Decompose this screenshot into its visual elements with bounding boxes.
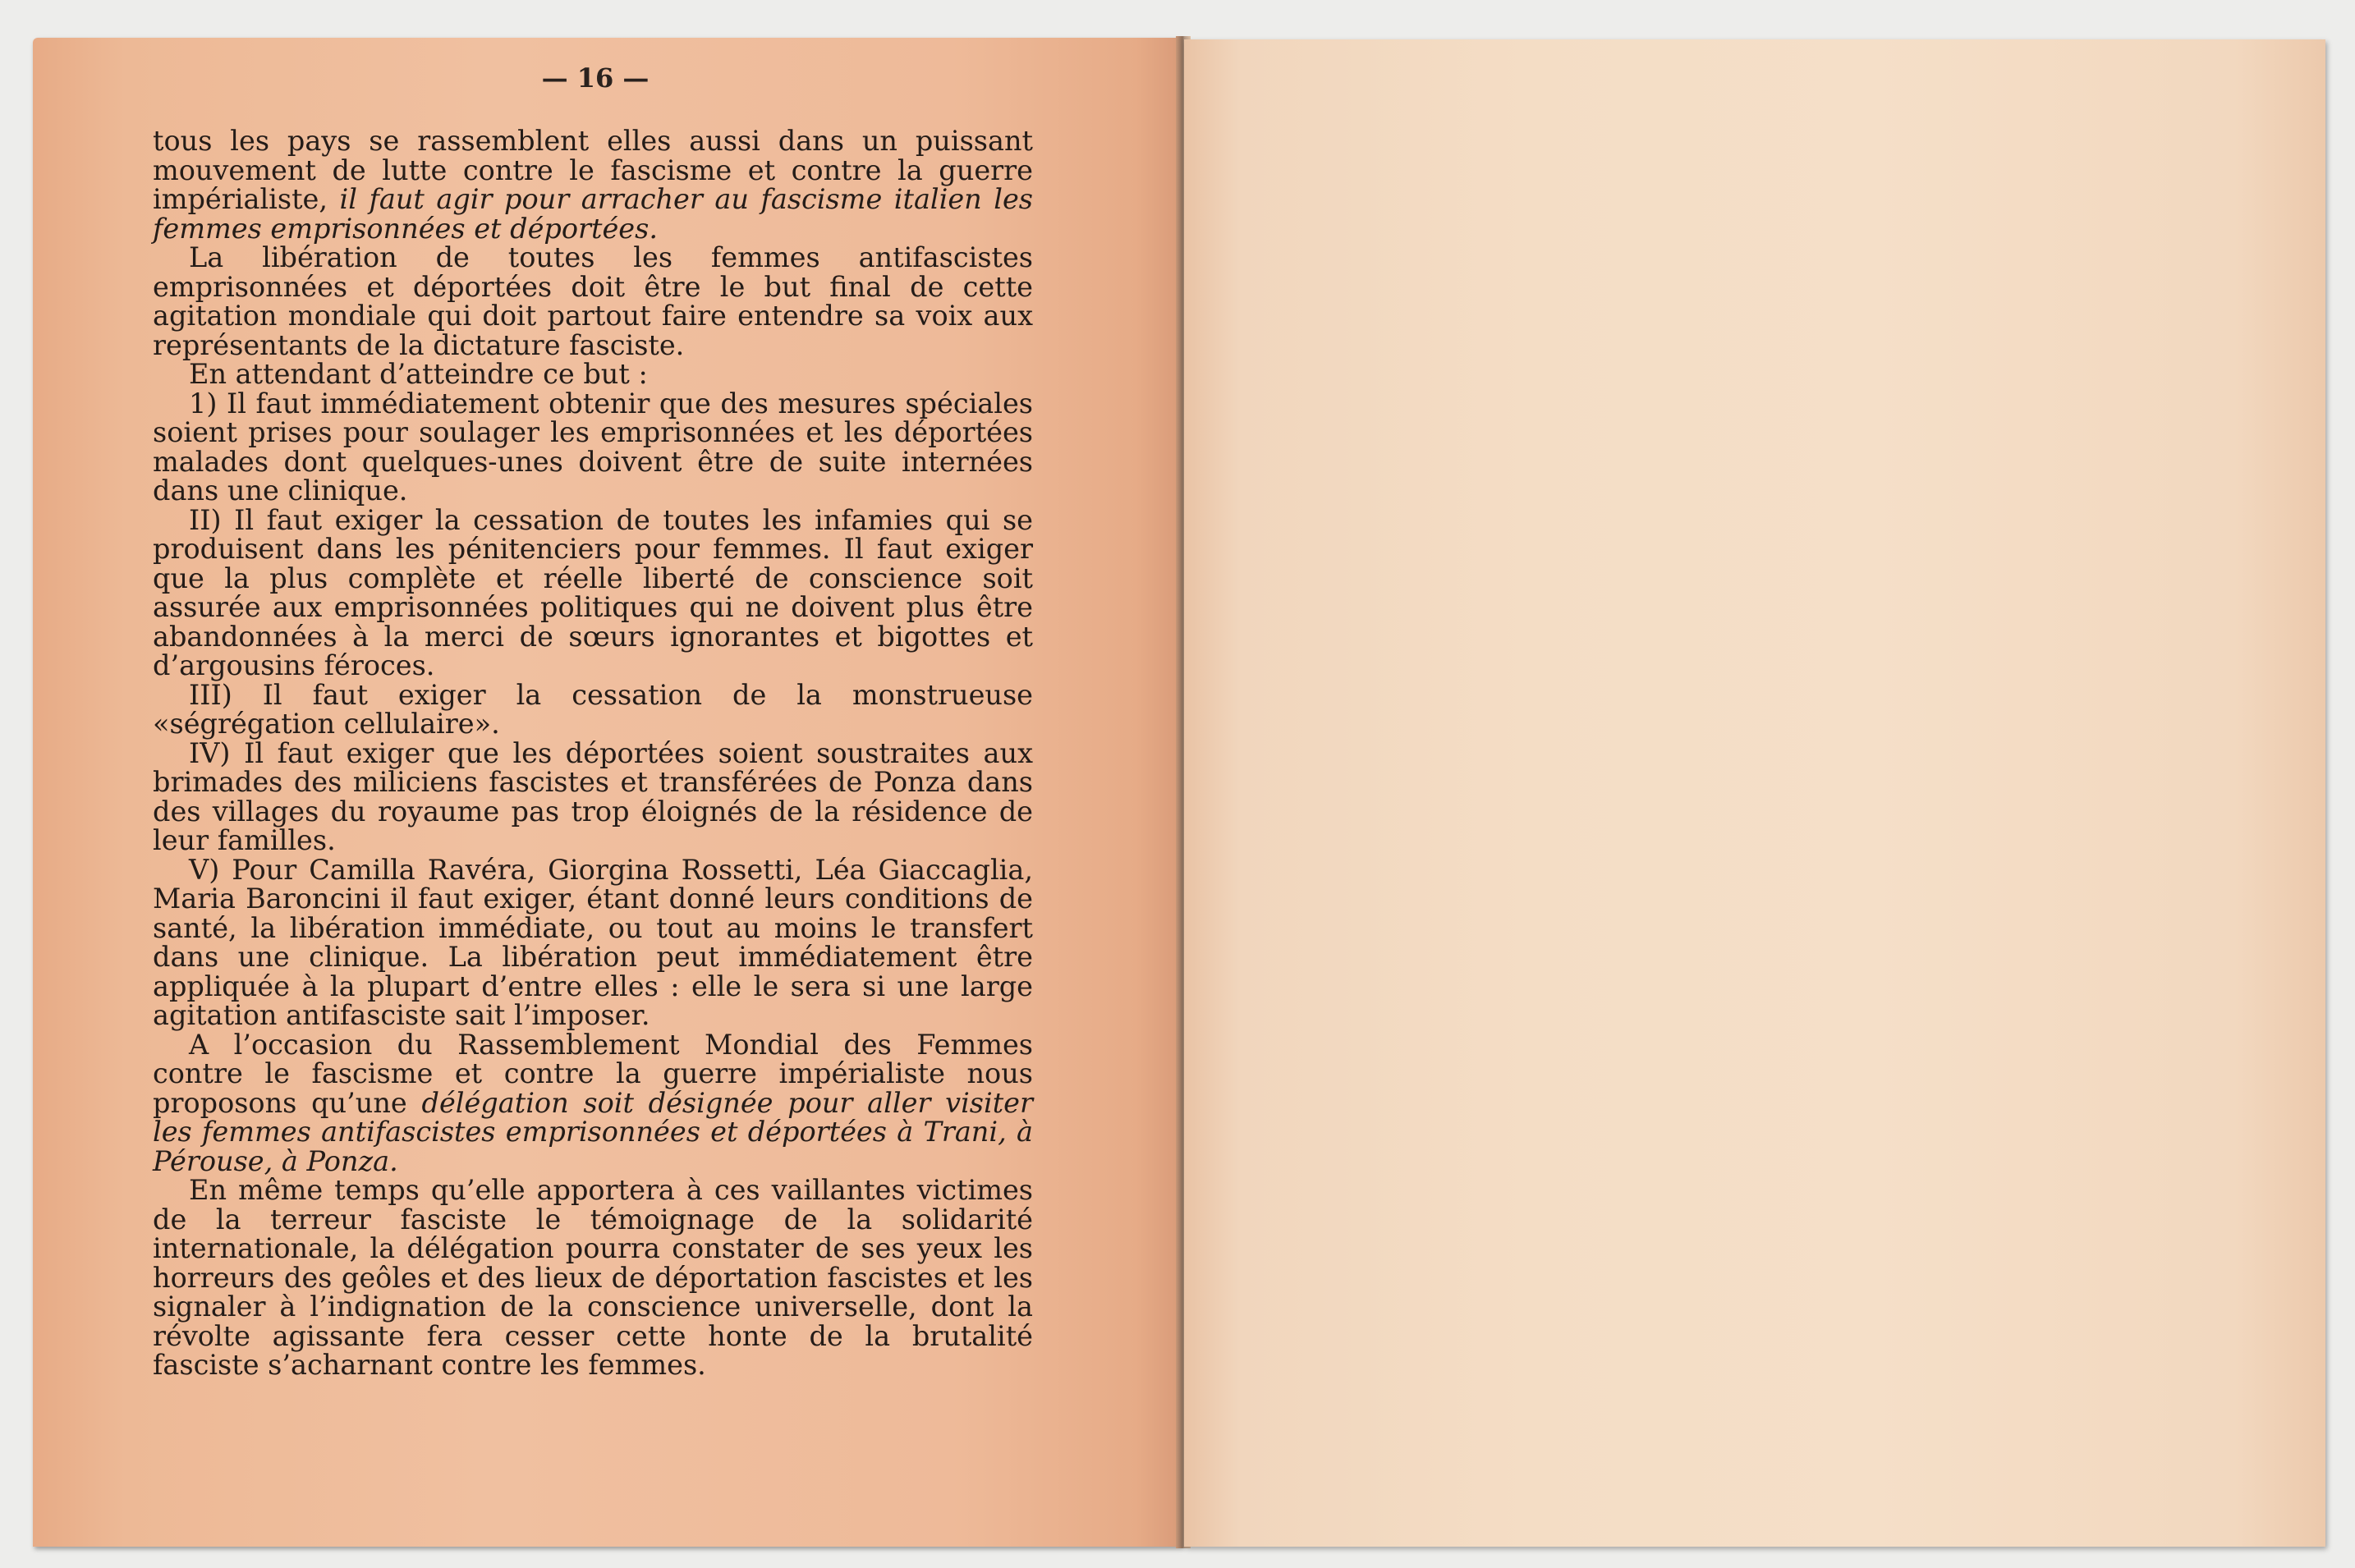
paragraph [153, 389, 1033, 506]
paragraph-text: En attendant d’atteindre ce but : [189, 358, 648, 390]
paragraph [153, 1176, 1033, 1380]
emphasized-text: délégation soit désignée pour aller visiter les femmes antifascistes emprisonnées et déportées à Trani, à Pérouse, à Ponza. [153, 1086, 1034, 1177]
paragraph-text: 1) Il faut immédiatement obtenir que des mesures spéciales soient prises pour soulager les emprisonnées et les déportées malades dont quelques-unes doivent être de suite internées dans une clinique. [153, 387, 1033, 507]
paragraph-text: II) Il faut exiger la cessation de toutes les infamies qui se produisent dans les pénitenciers pour femmes. Il faut exiger que la plus complète et réelle liberté de conscience soit assurée aux emprisonnées politiques qui ne doivent plus être abandonnées à la merci de sœurs ignorantes et bigottes et d’argousins féroces. [153, 503, 1033, 681]
paragraph [153, 243, 1033, 360]
paragraph-text: A l’occasion du Rassemblement Mondial des Femmes contre le fascisme et contre la guerre impérialiste nous proposons qu’une [153, 1028, 1033, 1119]
body-text [153, 126, 1033, 1380]
paragraph [153, 678, 1033, 740]
paragraph [153, 736, 1033, 856]
paragraph [153, 126, 1033, 243]
paragraph [153, 855, 1033, 1030]
paragraph [153, 503, 1033, 681]
right-page-blank [1184, 39, 2325, 1547]
paragraph-text: III) Il faut exiger la cessation de la monstrueuse «ségrégation cellulaire». [153, 678, 1033, 740]
paragraph-text: tous les pays se rassemblent elles aussi dans un puissant mouvement de lutte contre le fascisme et contre la guerre impérialiste, [153, 125, 1033, 215]
paragraph-text: En même temps qu’elle apportera à ces vaillantes victimes de la terreur fasciste le témoignage de la solidarité internationale, la délégation pourra constater de ses yeux les horreurs des geôles et des lieux de déportation fascistes et les signaler à l’indignation de la conscience universelle, dont la révolte agissante fera cesser cette honte de la brutalité fasciste s’acharnant contre les femmes. [153, 1174, 1033, 1381]
paragraph [153, 1030, 1033, 1176]
page-number: — 16 — [541, 62, 650, 94]
paragraph [153, 360, 1033, 389]
paragraph-text: V) Pour Camilla Ravéra, Giorgina Rossetti, Léa Giaccaglia, Maria Baroncini il faut exiger, étant donné leurs conditions de santé, la libération immédiate, ou tout au moins le transfert dans une clinique. La libération peut immédiatement être appliquée à la plupart d’entre elles : elle le sera si une large agitation antifasciste sait l’imposer. [153, 853, 1033, 1031]
emphasized-text: il faut agir pour arracher au fascisme italien les femmes emprisonnées et déportées. [153, 183, 1033, 245]
paragraph-text: IV) Il faut exiger que les déportées soient soustraites aux brimades des miliciens fascistes et transférées de Ponza dans des villages du royaume pas trop éloignés de la résidence de leur familles. [153, 736, 1033, 856]
paragraph-text: La libération de toutes les femmes antifascistes emprisonnées et déportées doit être le but final de cette agitation mondiale qui doit partout faire entendre sa voix aux représentants de la dictature fasciste. [153, 241, 1033, 361]
